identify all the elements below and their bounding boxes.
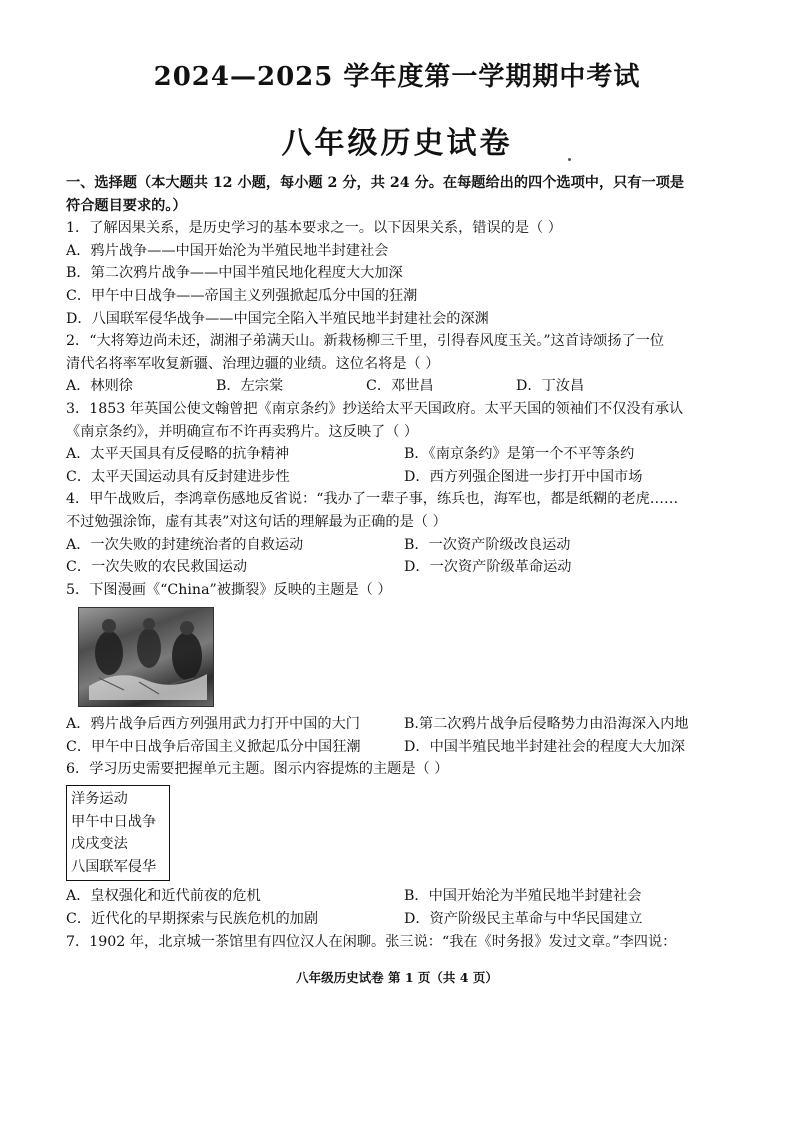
q4-option-c: C．一次失败的农民救国运动 [66, 559, 248, 576]
q1-option-c: C．甲午中日战争——帝国主义列强掀起瓜分中国的狂潮 [66, 287, 418, 304]
q6-option-b: B．中国开始沦为半殖民地半封建社会 [404, 888, 642, 905]
q4-stem-cont: 不过勉强涂饰，虚有其表”对这句话的理解最为正确的是（ ） [66, 513, 447, 530]
q6-topic-box [66, 785, 170, 881]
section-heading: 一、选择题（本大题共 12 小题，每小题 2 分，共 24 分。在每题给出的四个选项中，只有一项是 [66, 175, 685, 191]
q6-box-item: 洋务运动 [71, 791, 128, 808]
q5-options-row2 [66, 736, 734, 759]
q1-option-d: D．八国联军侵华战争——中国完全陷入半殖民地半封建社会的深渊 [66, 310, 489, 327]
q2-options [66, 375, 734, 398]
q4-options-row2 [66, 556, 734, 579]
q5-option-c: C．甲午中日战争后帝国主义掀起瓜分中国狂潮 [66, 738, 361, 755]
exam-title: 2024—2025 学年度第一学期期中考试 [153, 62, 641, 92]
q6-stem: 6．学习历史需要把握单元主题。图示内容提炼的主题是（ ） [66, 761, 449, 778]
q5-option-b: B.第二次鸦片战争后侵略势力由沿海深入内地 [404, 716, 689, 733]
q2-stem-cont: 清代名将率军收复新疆、治理边疆的业绩。这位名将是（ ） [66, 355, 440, 372]
q5-option-d: D．中国半殖民地半封建社会的程度大大加深 [404, 738, 685, 755]
q2-option-b: B．左宗棠 [216, 378, 284, 395]
q3-stem: 3．1853 年英国公使文翰曾把《南京条约》抄送给太平天国政府。太平天国的领袖们不仅没有承认 [66, 400, 684, 417]
q2-option-c: C．邓世昌 [366, 378, 434, 395]
q5-options-row1 [66, 713, 734, 736]
q2-option-d: D．丁汝昌 [516, 378, 585, 395]
q4-options-row1 [66, 534, 734, 557]
q4-option-b: B．一次资产阶级改良运动 [404, 536, 571, 553]
q4-option-d: D．一次资产阶级革命运动 [404, 559, 572, 576]
q6-option-a: A．皇权强化和近代前夜的危机 [66, 888, 261, 905]
q6-option-d: D．资产阶级民主革命与中华民国建立 [404, 911, 643, 928]
q6-box-item: 八国联军侵华 [71, 858, 157, 875]
q2-stem: 2．“大将筹边尚未还，湖湘子弟满天山。新栽杨柳三千里，引得春风度玉关。”这首诗颂扬了一位 [66, 333, 665, 350]
q6-box-item: 戊戌变法 [71, 836, 128, 853]
q2-option-a: A．林则徐 [66, 378, 133, 395]
q3-option-b: B．《南京条约》是第一个不平等条约 [404, 446, 635, 463]
q5-option-a: A．鸦片战争后西方列强用武力打开中国的大门 [66, 716, 360, 733]
q6-box-item: 甲午中日战争 [71, 813, 157, 830]
q1-option-b: B．第二次鸦片战争——中国半殖民地化程度大大加深 [66, 265, 403, 282]
exam-subtitle: 八年级历史试卷 [281, 126, 513, 161]
q7-stem: 7．1902 年，北京城一茶馆里有四位汉人在闲聊。张三说：“我在《时务报》发过文章。”李四说： [66, 933, 677, 950]
q4-option-a: A．一次失败的封建统治者的自救运动 [66, 536, 304, 553]
q3-options-row2 [66, 466, 734, 489]
section-heading-cont: 符合题目要求的。） [66, 197, 187, 214]
cartoon-figures-icon [79, 608, 213, 706]
q4-stem: 4．甲午战败后，李鸿章伤感地反省说：“我办了一辈子事，练兵也，海军也，都是纸糊的老虎…… [66, 491, 679, 508]
q3-option-a: A．太平天国具有反侵略的抗争精神 [66, 446, 290, 463]
q1-stem: 1．了解因果关系，是历史学习的基本要求之一。以下因果关系，错误的是（ ） [66, 220, 562, 237]
q1-option-a: A．鸦片战争——中国开始沦为半殖民地半封建社会 [66, 242, 389, 259]
scan-speck [568, 158, 571, 161]
q6-options-row1 [66, 885, 734, 908]
q3-option-d: D．西方列强企图进一步打开中国市场 [404, 468, 643, 485]
q6-options-row2 [66, 908, 734, 931]
q6-option-c: C．近代化的早期探索与民族危机的加剧 [66, 911, 319, 928]
q3-stem-cont: 《南京条约》，并明确宣布不许再卖鸦片。这反映了（ ） [66, 423, 419, 440]
q5-stem: 5．下图漫画《“China”被撕裂》反映的主题是（ ） [66, 581, 392, 598]
q3-options-row1 [66, 443, 734, 466]
page-footer: 八年级历史试卷 第 1 页（共 4 页） [296, 970, 498, 985]
q3-option-c: C．太平天国运动具有反封建进步性 [66, 468, 290, 485]
exam-content [66, 172, 734, 953]
china-torn-cartoon-image [78, 607, 214, 707]
